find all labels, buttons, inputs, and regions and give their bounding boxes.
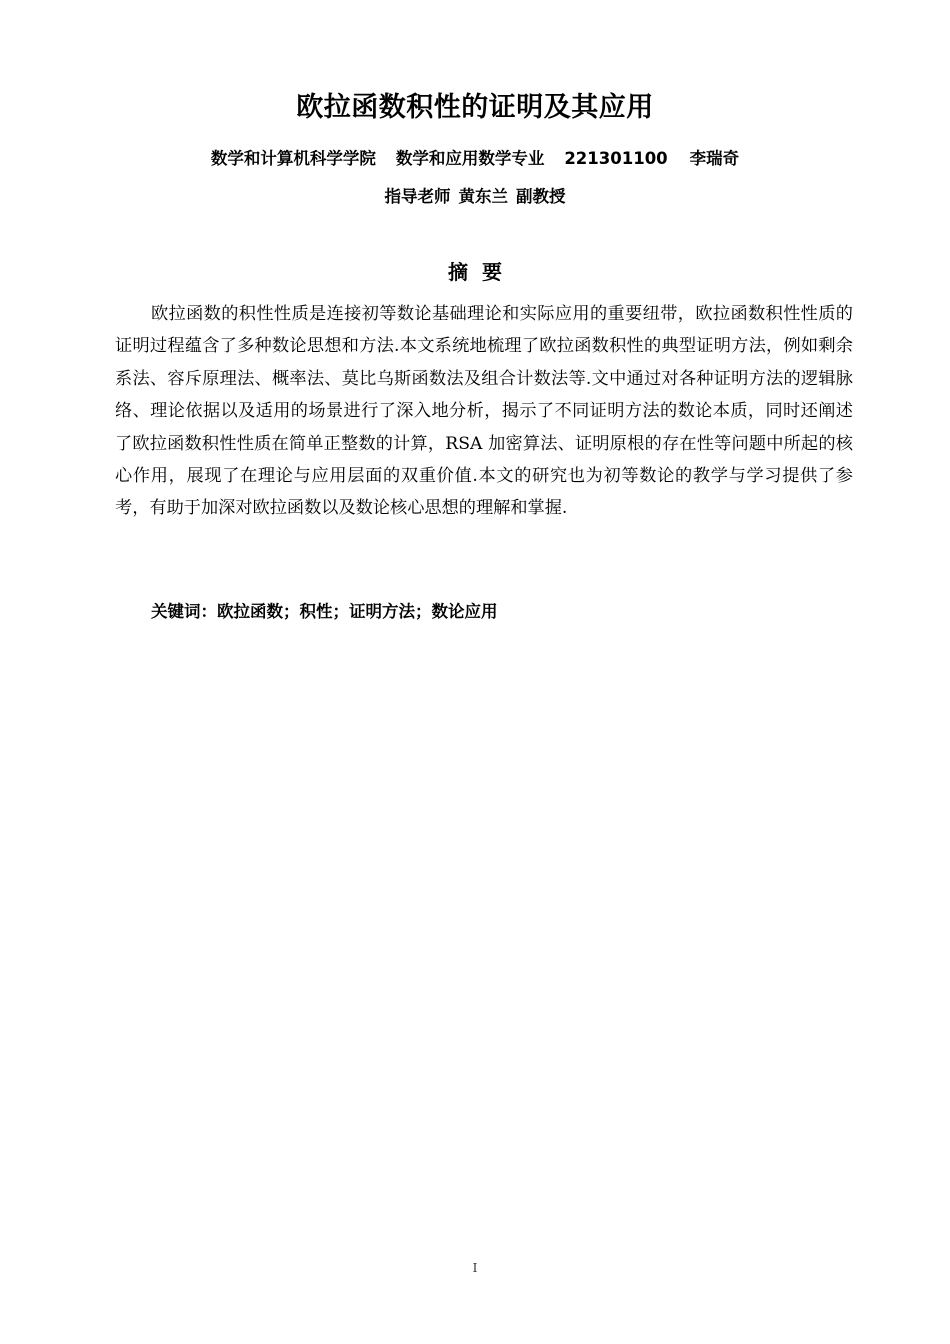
author-line [0, 146, 950, 172]
school-name: 数学和计算机科学学院 [210, 149, 376, 168]
paper-title: 欧拉函数积性的证明及其应用 [296, 92, 654, 123]
student-id: 221301100 [564, 149, 668, 168]
abstract-body: 欧拉函数的积性性质是连接初等数论基础理论和实际应用的重要纽带，欧拉函数积性性质的证明过程蕴含了多种数论思想和方法.本文系统地梳理了欧拉函数积性的典型证明方法，例如剩余系法、容斥原理法、概率法、莫比乌斯函数法及组合计数法等.文中通过对各种证明方法的逻辑脉络、理论依据以及适用的场景进行了深入地分析，揭示了不同证明方法的数论本质，同时还阐述了欧拉函数积性性质在简单正整数的计算，RSA 加密算法、证明原根的存在性等问题中所起的核心作用，展现了在理论与应用层面的双重价值.本文的研究也为初等数论的教学与学习提供了参考，有助于加深对欧拉函数以及数论核心思想的理解和掌握. [115, 304, 853, 519]
page-number: I [472, 1261, 478, 1275]
student-name: 李瑞奇 [689, 149, 740, 168]
advisor-name: 黄东兰 [458, 187, 508, 206]
major-name: 数学和应用数学专业 [395, 149, 545, 168]
advisor-label: 指导老师 [384, 187, 451, 206]
keywords: 关键词：欧拉函数；积性；证明方法；数论应用 [151, 602, 498, 621]
advisor-line [0, 184, 950, 210]
abstract-heading: 摘要 [448, 260, 516, 284]
advisor-rank: 副教授 [516, 187, 566, 206]
